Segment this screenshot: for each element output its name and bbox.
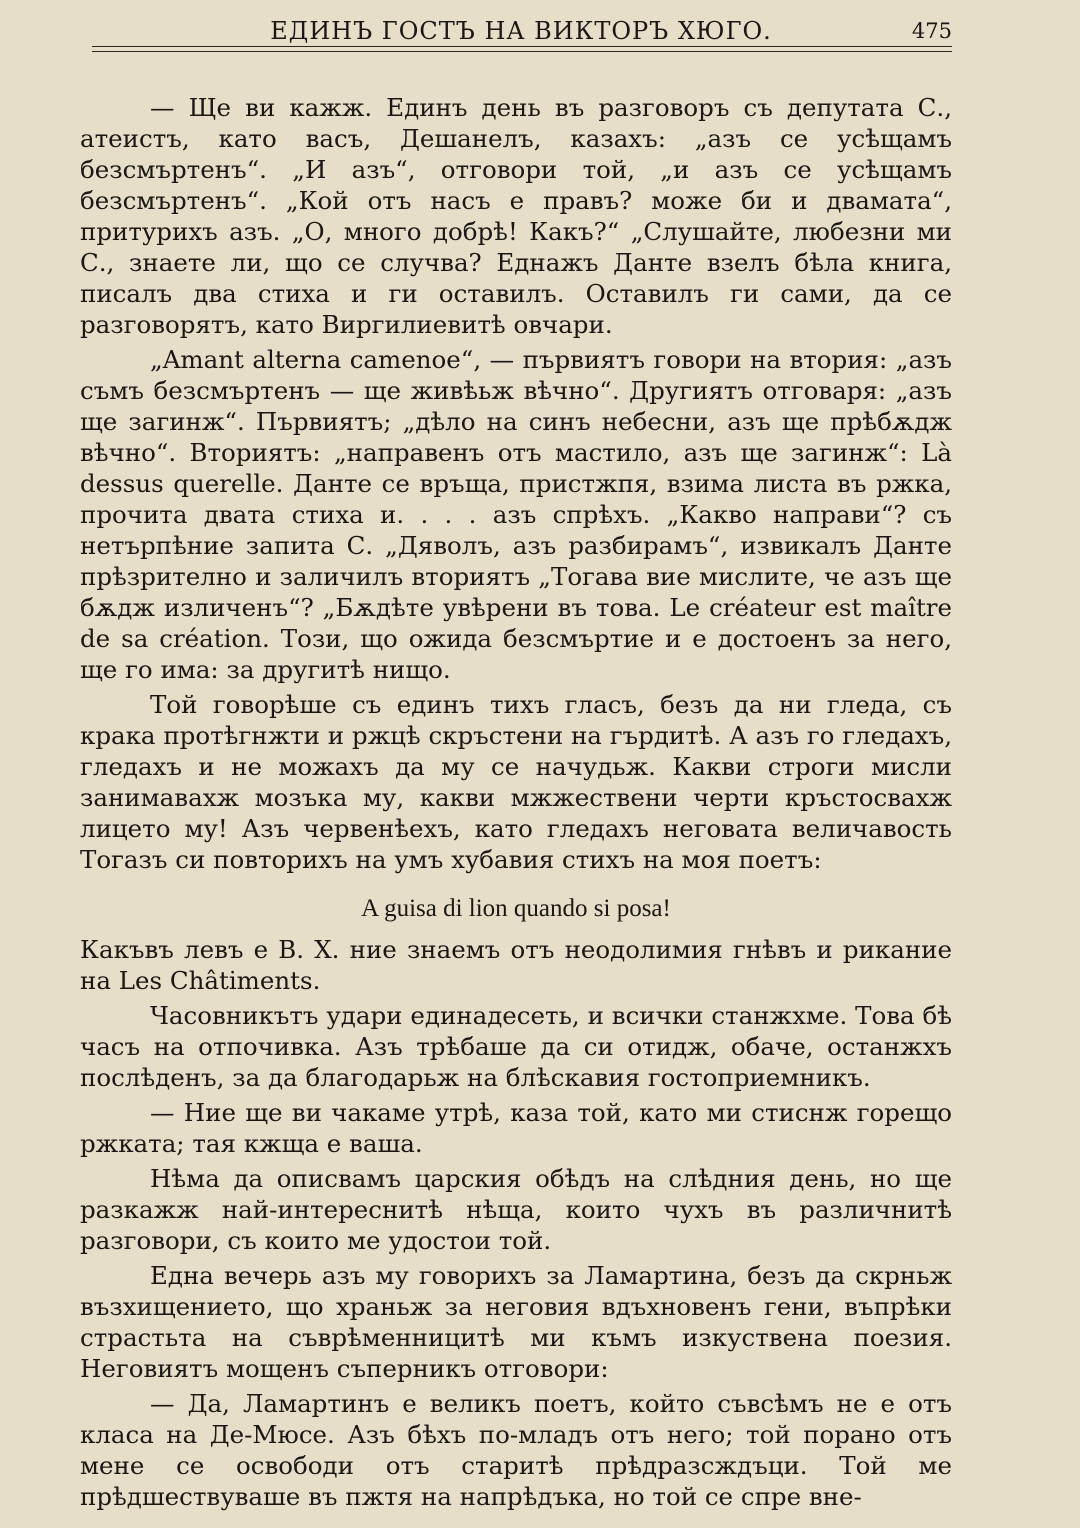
- paragraph-lion: Какъвъ левъ е В. Х. ние знаемъ отъ неодолимия гнѣвъ и рикание на Les Châtiments.: [80, 935, 952, 995]
- header-rule-bottom: [92, 51, 952, 52]
- page-number: 475: [911, 19, 952, 43]
- header-rule-top: [92, 46, 952, 47]
- paragraph-quiet-voice: Той говорѣше съ единъ тихъ гласъ, безъ да ни гледа, съ крака протѣгнжти и ржцѣ скръстени на гърдитѣ. А азъ го гледахъ, гледахъ и не можахъ да му се начудьж. Какви строги мисли занимавахж мозъка му, какви мжжествени черти кръстосвахж лицето му! Азъ червенѣехъ, като гледахъ неговата величавость Тогазъ си повторихъ на умъ хубавия стихъ на моя поетъ:: [80, 690, 952, 874]
- paragraph-dialogue-deschanel: — Ще ви кажж. Единъ день въ разговоръ съ депутата С., атеистъ, като васъ, Дешанелъ, казахъ: „азъ се усѣщамъ безсмъртенъ“. „И азъ“, отговори той, „и азъ се усѣщамъ безсмъртенъ“. „Кой отъ насъ е правъ? може би и двамата“, притурихъ азъ. „О, много добрѣ! Какъ?“ „Слушайте, любезни ми С., знаете ли, що се случва? Еднажъ Данте взелъ бѣла книга, писалъ два стиха и ги оставилъ. Оставилъ ги сами, да се разговорятъ, като Виргилиевитѣ овчари.: [80, 93, 952, 339]
- paragraph-lamartine: Една вечерь азъ му говорихъ за Ламартина, безъ да скрньж възхищението, що храньж за неговия вдъхновенъ гени, въпрѣки страстьта на съврѣменницитѣ ми къмъ изкуствена поезия. Неговиятъ мощенъ съперникъ отговори:: [80, 1261, 952, 1383]
- verse-quote: A guisa di lion quando si posa!: [361, 895, 671, 922]
- paragraph-royal-dinner: Нѣма да описвамъ царския обѣдъ на слѣдния день, но ще разкажж най-интереснитѣ нѣща, които чухъ въ различнитѣ разговори, съ които ме удостои той.: [80, 1164, 952, 1255]
- page-body: [80, 92, 952, 1516]
- paragraph-clock: Часовникътъ удари единадесеть, и всички станжхме. Това бѣ часъ на отпочивка. Азъ трѣбаше да си отидж, обаче, останжхъ послѣденъ, за да благодарьж на блѣскавия гостоприемникъ.: [80, 1001, 952, 1092]
- running-title: ЕДИНЪ ГОСТЪ НА ВИКТОРЪ ХЮГО.: [270, 17, 772, 45]
- paragraph-amant-alterna: „Amant alterna camenoe“, — първиятъ говори на втория: „азъ съмъ безсмъртенъ — ще живѣьж вѣчно“. Другиятъ отговаря: „азъ ще загинж“. Първиятъ; „дѣло на синъ небесни, азъ ще прѣбѫдж вѣчно“. Вториятъ: „направенъ отъ мастило, азъ ще загинж“: Là dessus querelle. Данте се връща, пристжпя, взима листа въ ржка, прочита двата стиха и. . . . азъ спрѣхъ. „Какво направи“? съ нетърпѣние запита С. „Дяволъ, азъ разбирамъ“, извикалъ Данте прѣзрително и заличилъ вториятъ „Тогава вие мислите, че азъ ще бѫдж изличенъ“? „Бѫдѣте увѣрени въ това. Le créateur est maître de sa création. Този, що ожида безсмъртие и е достоенъ за него, ще го има: за другитѣ нищо.: [80, 345, 952, 684]
- paragraph-tomorrow: — Ние ще ви чакаме утрѣ, каза той, като ми стиснж горещо ржката; тая кжща е ваша.: [80, 1098, 952, 1158]
- paragraph-lamartine-reply: — Да, Ламартинъ е великъ поетъ, който съвсѣмъ не е отъ класа на Де-Мюсе. Азъ бѣхъ по-младъ отъ него; той порано отъ мене се освободи отъ старитѣ прѣдразсждъци. Той ме прѣдшествуваше въ пжтя на напрѣдъка, но той се спре вне-: [80, 1389, 952, 1511]
